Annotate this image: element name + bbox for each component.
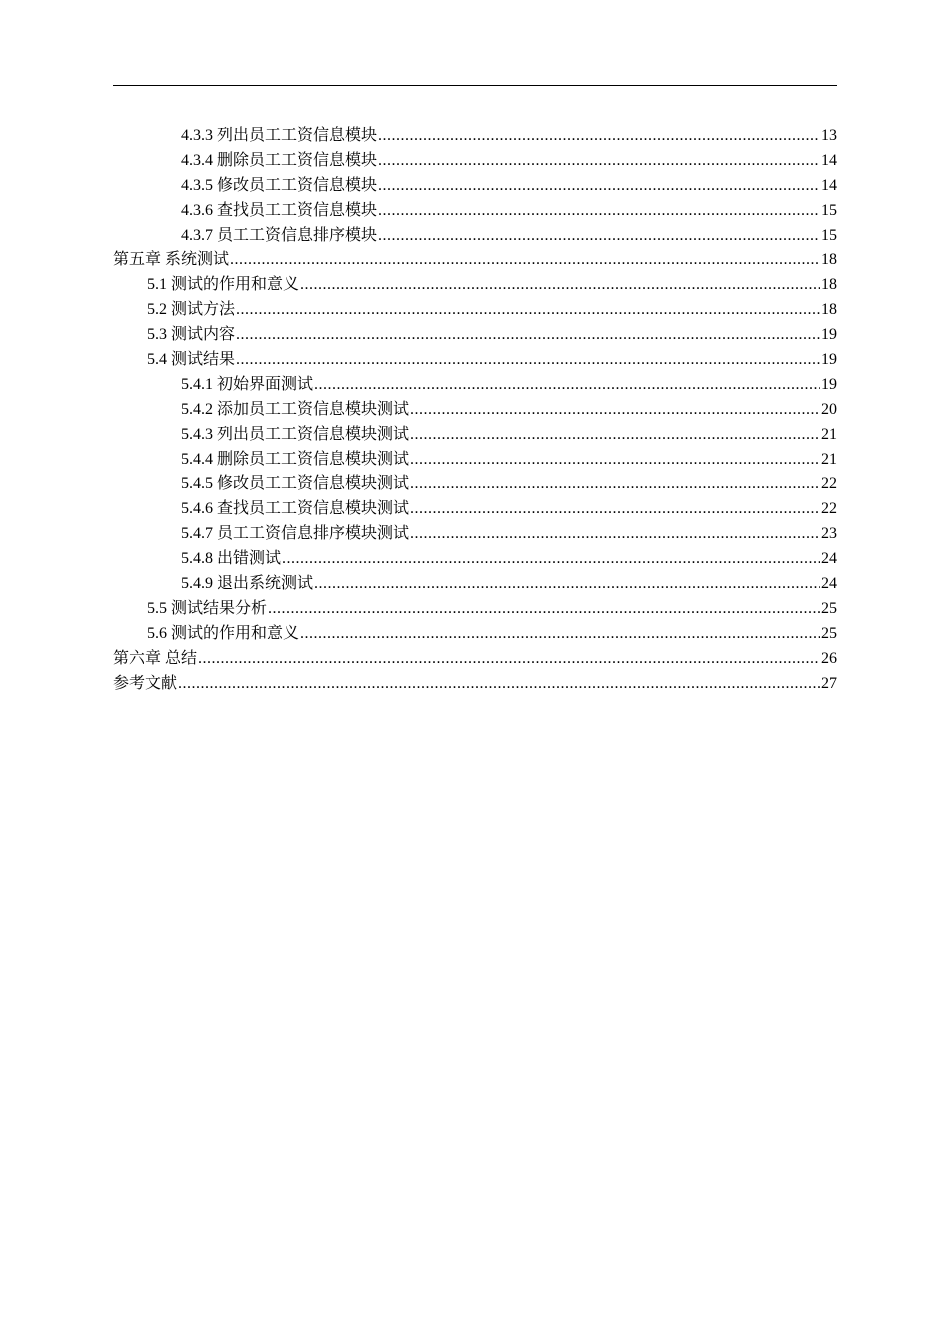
toc-entry-title: 5.4.8 出错测试 [181,550,282,568]
toc-entry[interactable] [113,398,837,423]
toc-dot-leader [410,398,820,423]
toc-dot-leader [268,597,820,622]
toc-entry[interactable] [113,472,837,497]
toc-entry[interactable] [113,273,837,298]
header-rule [113,85,837,86]
toc-entry[interactable] [113,547,837,572]
toc-entry-title: 4.3.4 删除员工工资信息模块 [181,151,378,169]
toc-entry-title: 5.5 测试结果分析 [147,599,268,617]
toc-entry[interactable] [113,124,837,149]
toc-entry[interactable] [113,672,837,697]
toc-dot-leader [378,124,820,149]
toc-page-number: 22 [821,500,837,518]
toc-entry[interactable] [113,323,837,348]
toc-dot-leader [410,448,820,473]
toc-entry-title: 5.2 测试方法 [147,301,236,319]
toc-dot-leader [300,622,820,647]
toc-entry[interactable] [113,572,837,597]
toc-entry-title: 4.3.7 员工工资信息排序模块 [181,226,378,244]
toc-dot-leader [410,423,820,448]
toc-page-number: 18 [821,251,837,269]
toc-entry[interactable] [113,149,837,174]
toc-entry[interactable] [113,174,837,199]
toc-page-number: 21 [821,425,837,443]
toc-dot-leader [178,672,820,697]
toc-page-number: 14 [821,176,837,194]
toc-dot-leader [236,323,820,348]
toc-entry[interactable] [113,298,837,323]
toc-entry-title: 参考文献 [113,674,178,692]
toc-entry-title: 5.6 测试的作用和意义 [147,624,300,642]
toc-dot-leader [378,199,820,224]
toc-page-number: 15 [821,201,837,219]
toc-entry-title: 5.4.5 修改员工工资信息模块测试 [181,475,410,493]
toc-dot-leader [282,547,820,572]
toc-entry-title: 4.3.5 修改员工工资信息模块 [181,176,378,194]
toc-entry-title: 第五章 系统测试 [113,251,230,269]
toc-dot-leader [230,248,820,273]
toc-entry[interactable] [113,248,837,273]
toc-entry-title: 5.1 测试的作用和意义 [147,276,300,294]
toc-entry-title: 5.4.6 查找员工工资信息模块测试 [181,500,410,518]
toc-dot-leader [378,149,820,174]
toc-entry-title: 5.4.7 员工工资信息排序模块测试 [181,525,410,543]
toc-dot-leader [300,273,820,298]
toc-page-number: 24 [821,550,837,568]
toc-entry[interactable] [113,199,837,224]
toc-entry[interactable] [113,224,837,249]
toc-page-number: 21 [821,450,837,468]
toc-dot-leader [236,348,820,373]
toc-entry[interactable] [113,348,837,373]
toc-entry-title: 4.3.6 查找员工工资信息模块 [181,201,378,219]
toc-page-number: 25 [821,599,837,617]
toc-entry[interactable] [113,622,837,647]
toc-page-number: 14 [821,151,837,169]
toc-entry-title: 5.4.2 添加员工工资信息模块测试 [181,400,410,418]
toc-page-number: 19 [821,351,837,369]
toc-dot-leader [378,174,820,199]
toc-entry[interactable] [113,373,837,398]
table-of-contents [113,124,837,696]
toc-dot-leader [410,497,820,522]
toc-entry-title: 第六章 总结 [113,649,198,667]
toc-entry[interactable] [113,647,837,672]
toc-page-number: 26 [821,649,837,667]
toc-entry-title: 5.4.1 初始界面测试 [181,375,314,393]
toc-page-number: 23 [821,525,837,543]
toc-entry[interactable] [113,448,837,473]
toc-entry[interactable] [113,423,837,448]
toc-entry-title: 5.4.9 退出系统测试 [181,575,314,593]
toc-page-number: 25 [821,624,837,642]
toc-page-number: 18 [821,276,837,294]
toc-entry-title: 5.3 测试内容 [147,326,236,344]
toc-page-number: 20 [821,400,837,418]
toc-entry[interactable] [113,522,837,547]
toc-entry[interactable] [113,497,837,522]
toc-dot-leader [198,647,820,672]
toc-entry-title: 5.4.3 列出员工工资信息模块测试 [181,425,410,443]
toc-page-number: 19 [821,326,837,344]
toc-page-number: 24 [821,575,837,593]
toc-dot-leader [236,298,820,323]
toc-entry[interactable] [113,597,837,622]
toc-entry-title: 5.4.4 删除员工工资信息模块测试 [181,450,410,468]
toc-page-number: 13 [821,127,837,144]
toc-dot-leader [410,522,820,547]
toc-dot-leader [410,472,820,497]
toc-page-number: 15 [821,226,837,244]
toc-page-number: 18 [821,301,837,319]
toc-dot-leader [314,373,820,398]
toc-page-number: 19 [821,375,837,393]
toc-page-number: 22 [821,475,837,493]
toc-entry-title: 4.3.3 列出员工工资信息模块 [181,127,378,144]
toc-dot-leader [378,224,820,249]
toc-entry-title: 5.4 测试结果 [147,351,236,369]
toc-page-number: 27 [821,674,837,692]
toc-dot-leader [314,572,820,597]
